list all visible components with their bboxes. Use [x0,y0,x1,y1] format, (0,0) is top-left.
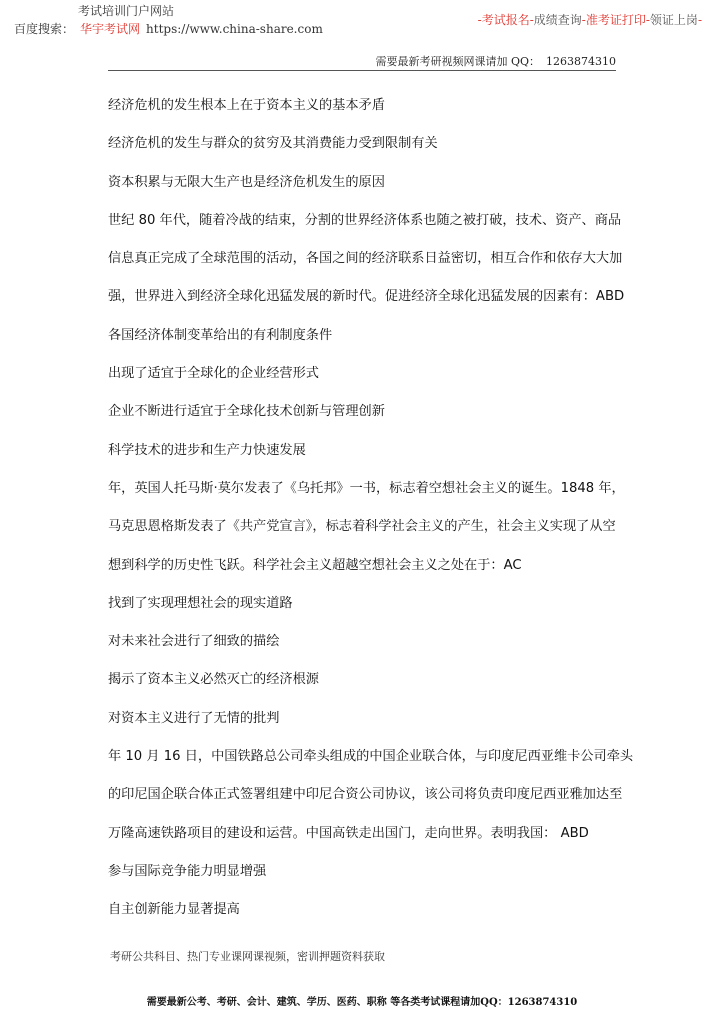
body-line: 科学技术的进步和生产力快速发展 [108,442,306,458]
link-separator: - [477,13,482,27]
body-line: 世纪 80 年代，随着冷战的结束，分割的世界经济体系也随之被打破，技术、资产、商品 [108,212,622,228]
body-line: 资本积累与无限大生产也是经济危机发生的原因 [108,174,385,190]
link-separator: - [529,13,534,27]
link-separator: - [697,13,702,27]
header-links [478,11,702,28]
body-line: 企业不断进行适宜于全球化技术创新与管理创新 [108,404,385,420]
body-line: 对未来社会进行了细致的描绘 [108,634,280,650]
search-line [14,20,323,37]
link-score-query[interactable]: 成绩查询 [533,13,582,27]
body-line: 经济危机的发生与群众的贫穷及其消费能力受到限制有关 [108,136,438,152]
contact-line [375,53,616,69]
site-title: 考试培训门户网站 [78,4,175,18]
contact-text: 需要最新考研视频网课请加 QQ： [375,55,540,68]
body-line: 年 10 月 16 日，中国铁路总公司牵头组成的中国企业联合体，与印度尼西亚维卡公司牵头 [108,749,634,765]
footer-contact: 需要最新公考、考研、会计、建筑、学历、医药、职称 等各类考试课程请加QQ：1263874310 [146,997,578,1008]
link-separator: - [581,13,586,27]
body-line: 出现了适宜于全球化的企业经营形式 [108,366,319,382]
body-line: 万隆高速铁路项目的建设和运营。中国高铁走出国门，走向世界。表明我国： ABD [108,825,589,841]
body-line: 马克思恩格斯发表了《共产党宣言》，标志着科学社会主义的产生，社会主义实现了从空 [108,519,616,535]
body-line: 参与国际竞争能力明显增强 [108,863,267,879]
footer-note: 考研公共科目、热门专业课网课视频，密训押题资料获取 [110,950,385,963]
body-line: 强，世界进入到经济全球化迅猛发展的新时代。促进经济全球化迅猛发展的因素有：ABD [108,289,625,305]
body-line: 自主创新能力显著提高 [108,902,240,918]
body-line: 年，英国人托马斯·莫尔发表了《乌托邦》一书，标志着空想社会主义的诞生。1848 年， [108,480,625,496]
body-line: 对资本主义进行了无情的批判 [108,710,280,726]
brand-link[interactable]: 华宇考试网 [80,22,141,36]
link-exam-registration[interactable]: 考试报名 [481,13,530,27]
contact-qq: 1263874310 [546,55,616,68]
body-line: 想到科学的历史性飞跃。科学社会主义超越空想社会主义之处在于：AC [108,557,522,573]
document-body [108,97,634,940]
link-certificate[interactable]: 领证上岗 [649,13,698,27]
site-url[interactable]: https://www.china-share.com [146,22,323,36]
body-line: 信息真正完成了全球范围的活动，各国之间的经济联系日益密切，相互合作和依存大大加 [108,251,623,267]
body-line: 找到了实现理想社会的现实道路 [108,595,293,611]
link-separator: - [645,13,650,27]
header-divider [108,70,616,71]
search-label: 百度搜索： [14,22,75,36]
body-line: 揭示了资本主义必然灭亡的经济根源 [108,672,319,688]
link-admission-ticket[interactable]: 准考证打印 [585,13,646,27]
body-line: 各国经济体制变革给出的有利制度条件 [108,327,333,343]
body-line: 经济危机的发生根本上在于资本主义的基本矛盾 [108,98,385,113]
body-line: 的印尼国企联合体正式签署组建中印尼合资公司协议，该公司将负责印度尼西亚雅加达至 [108,787,623,803]
